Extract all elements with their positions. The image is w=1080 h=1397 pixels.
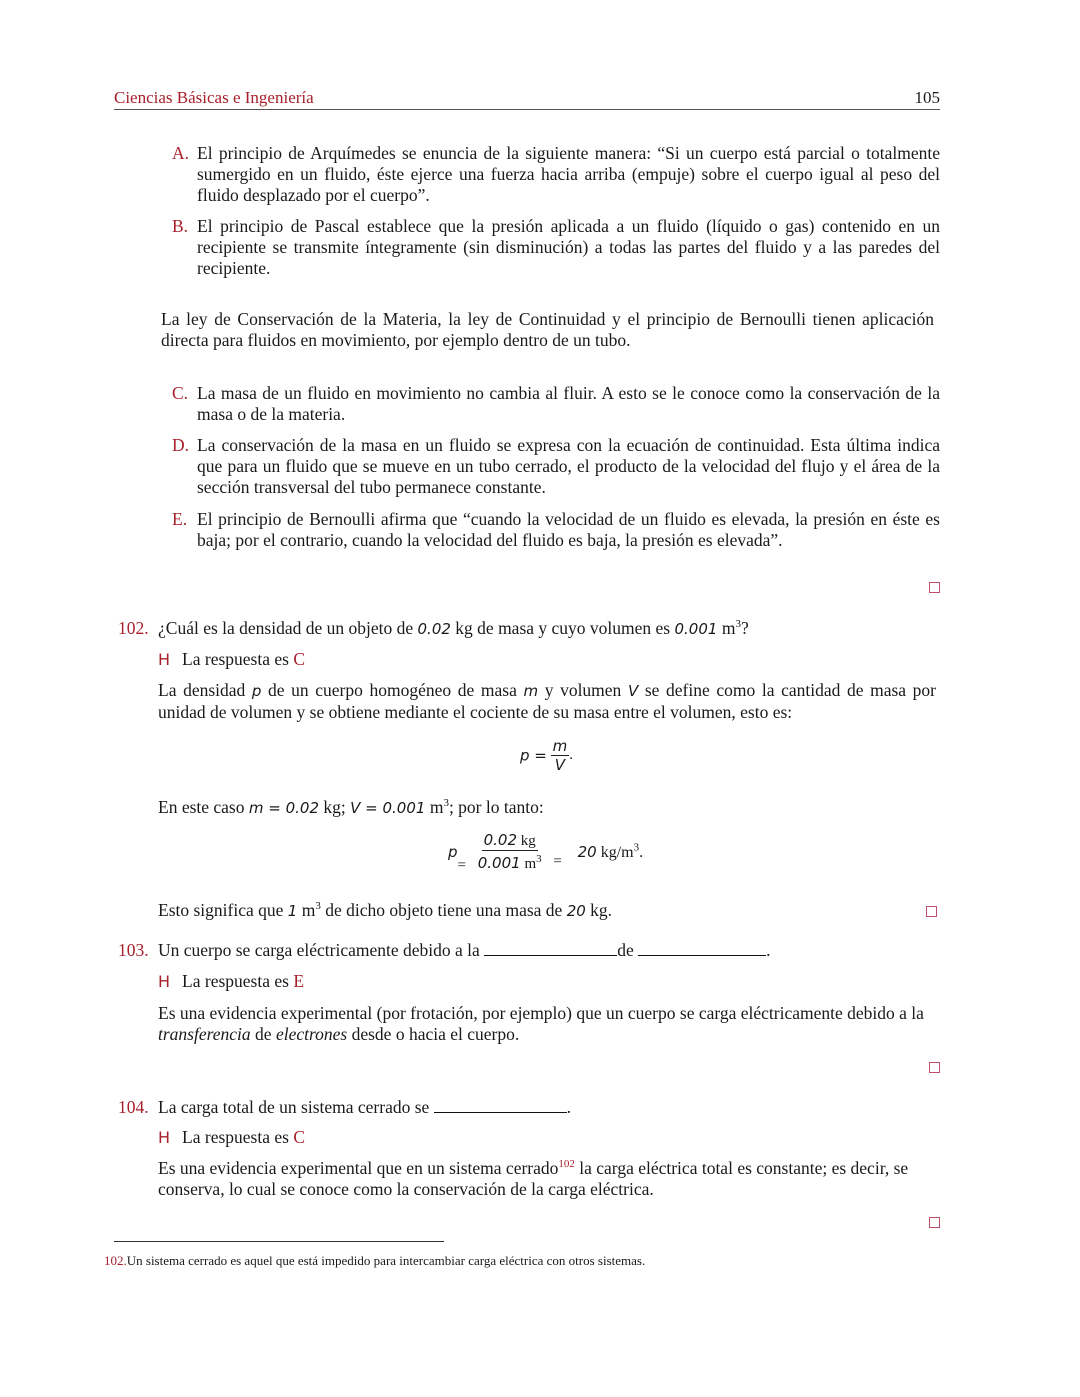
answer-line: H La respuesta es E bbox=[158, 971, 305, 991]
option-text: El principio de Bernoulli afirma que “cuando la velocidad de un fluido es elevada, la presión en éste es baja; por el contrario, cuando la velocidad del fluido es baja, la presión es elevada”. bbox=[197, 509, 940, 550]
answer-letter: C bbox=[293, 1127, 305, 1147]
option-label: B. bbox=[172, 216, 189, 236]
density-formula: p = $\frac{m}{V}$ . bbox=[520, 737, 573, 774]
question-number: 103. bbox=[118, 940, 149, 960]
explanation-102: La densidad p de un cuerpo homogéneo de masa m y volumen V se define como la cantidad de masa por unidad de volumen y se obtiene mediante el cociente de su masa entre el volumen, esto es: bbox=[158, 680, 936, 722]
option-c bbox=[172, 383, 940, 427]
end-of-proof-icon bbox=[929, 582, 940, 593]
end-of-proof-icon bbox=[929, 1217, 940, 1228]
footnote-number: 102. bbox=[104, 1253, 127, 1268]
footnote-text: Un sistema cerrado es aquel que está impedido para intercambiar carga eléctrica con otros sistemas. bbox=[126, 1253, 646, 1268]
density-calculation: p= $\frac{0.02 kg}{0.001 m^3}$ = 20 $kg/m^3$. bbox=[448, 831, 644, 874]
question-103-text: Un cuerpo se carga eléctricamente debido a la de . bbox=[158, 940, 771, 960]
end-of-proof-icon bbox=[929, 1062, 940, 1073]
blank-line bbox=[434, 1098, 567, 1113]
header-rule bbox=[114, 109, 940, 110]
footnote-rule bbox=[114, 1241, 444, 1242]
option-text: El principio de Pascal establece que la presión aplicada a un fluido (líquido o gas) contenido en un recipiente se transmite íntegramente (sin disminución) a todas las partes del fluido y a las paredes del recipiente. bbox=[197, 216, 940, 278]
option-label: C. bbox=[172, 383, 189, 403]
option-e bbox=[172, 509, 940, 553]
conclusion-102: Esto significa que 1 $m^3$ de dicho objeto tiene una masa de 20 kg. bbox=[158, 900, 613, 920]
end-of-proof-icon bbox=[926, 906, 937, 917]
answer-marker-icon: H bbox=[158, 972, 171, 991]
question-104-text: La carga total de un sistema cerrado se . bbox=[158, 1097, 572, 1117]
question-102-text: ¿Cuál es la densidad de un objeto de 0.02 kg de masa y cuyo volumen es 0.001 $m^3$? bbox=[158, 618, 749, 638]
option-label: D. bbox=[172, 435, 190, 455]
option-d bbox=[172, 435, 940, 501]
option-text: La masa de un fluido en movimiento no cambia al fluir. A esto se le conoce como la conservación de la masa o de la materia. bbox=[197, 383, 940, 424]
option-text: El principio de Arquímedes se enuncia de la siguiente manera: “Si un cuerpo está parcial o totalmente sumergido en un fluido, éste ejerce una fuerza hacia arriba (empuje) sobre el cuerpo igual al peso del fluido desplazado por el cuerpo”. bbox=[197, 143, 940, 205]
answer-letter: E bbox=[293, 971, 305, 991]
option-label: E. bbox=[172, 509, 188, 529]
page-number: 105 bbox=[914, 88, 940, 107]
option-text: La conservación de la masa en un fluido se expresa con la ecuación de continuidad. Esta última indica que para un fluido que se mueve en un tubo cerrado, el producto de la velocidad del flujo y el área de la sección transversal del tubo permanece constante. bbox=[197, 435, 940, 497]
answer-letter: C bbox=[293, 649, 305, 669]
blank-line bbox=[484, 941, 617, 956]
question-number: 102. bbox=[118, 618, 149, 638]
option-label: A. bbox=[172, 143, 190, 163]
answer-marker-icon: H bbox=[158, 650, 171, 669]
answer-line: H La respuesta es C bbox=[158, 649, 305, 669]
option-a bbox=[172, 143, 940, 209]
answer-line: H La respuesta es C bbox=[158, 1127, 305, 1147]
answer-marker-icon: H bbox=[158, 1128, 171, 1147]
footnote-ref[interactable]: 102 bbox=[558, 1158, 575, 1171]
explanation-104: Es una evidencia experimental que en un sistema cerrado$^{102}$ la carga eléctrica total es constante; es decir, se conserva, lo cual se conoce como la conservación de la carga eléctrica. bbox=[158, 1158, 909, 1199]
option-b bbox=[172, 216, 940, 282]
running-header-title: Ciencias Básicas e Ingeniería bbox=[114, 88, 314, 107]
question-number: 104. bbox=[118, 1097, 149, 1117]
explanation-103: Es una evidencia experimental (por frotación, por ejemplo) que un cuerpo se carga eléctricamente debido a la transferencia de electrones desde o hacia el cuerpo. bbox=[158, 1003, 924, 1044]
intro-paragraph: La ley de Conservación de la Materia, la ley de Continuidad y el principio de Bernoulli tienen aplicación directa para fluidos en movimiento, por ejemplo dentro de un tubo. bbox=[161, 309, 934, 350]
case-values: En este caso m = 0.02 kg; V = 0.001 $m^3$; por lo tanto: bbox=[158, 797, 544, 817]
blank-line bbox=[638, 941, 766, 956]
footnote bbox=[104, 1253, 645, 1269]
